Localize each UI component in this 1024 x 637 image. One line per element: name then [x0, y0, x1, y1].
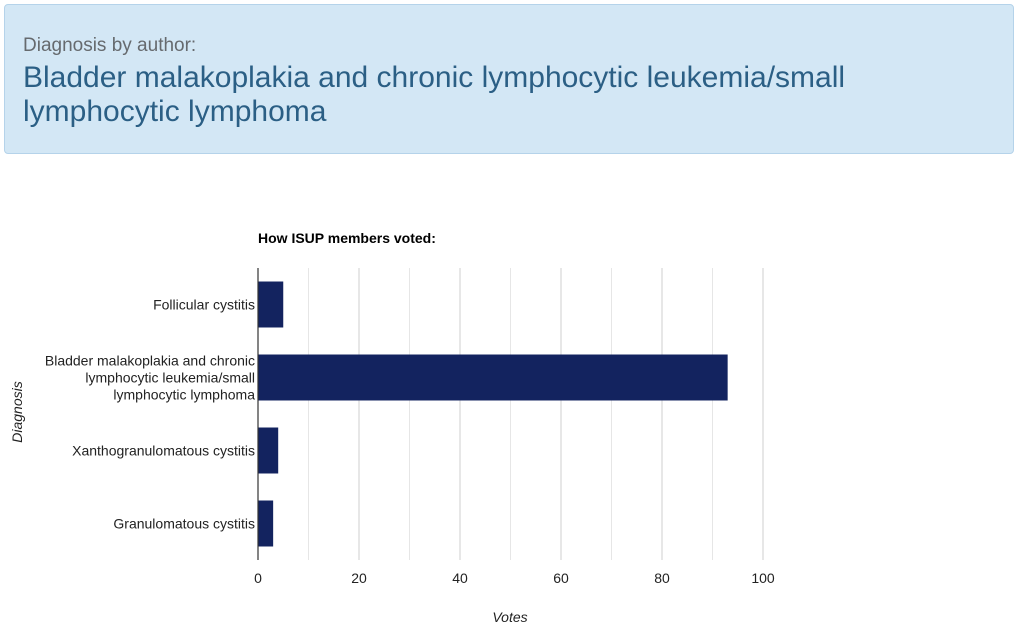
x-tick-label: 60 [553, 570, 569, 586]
category-label: Granulomatous cystitis [113, 515, 255, 532]
x-tick-label: 20 [351, 570, 367, 586]
bar [258, 428, 278, 474]
category-label: Xanthogranulomatous cystitis [72, 442, 255, 459]
x-tick-label: 40 [452, 570, 468, 586]
x-tick-label: 80 [654, 570, 670, 586]
diagnosis-label: Diagnosis by author: [23, 35, 197, 56]
x-tick-label: 100 [751, 570, 775, 586]
x-axis-label: Votes [492, 609, 528, 625]
bar [258, 501, 273, 547]
bar [258, 355, 728, 401]
category-label: Bladder malakoplakia and chronic [44, 352, 255, 369]
y-axis-label: Diagnosis [9, 381, 25, 443]
category-label: lymphocytic lymphoma [113, 386, 255, 403]
category-label: lymphocytic leukemia/small [85, 369, 255, 386]
x-tick-label: 0 [254, 570, 262, 586]
diagnosis-value: Bladder malakoplakia and chronic lymphocytic leukemia/small lymphocytic lymphoma [23, 61, 846, 128]
chart-title: How ISUP members voted: [258, 230, 436, 246]
category-label: Follicular cystitis [153, 296, 255, 313]
bar [258, 282, 283, 328]
